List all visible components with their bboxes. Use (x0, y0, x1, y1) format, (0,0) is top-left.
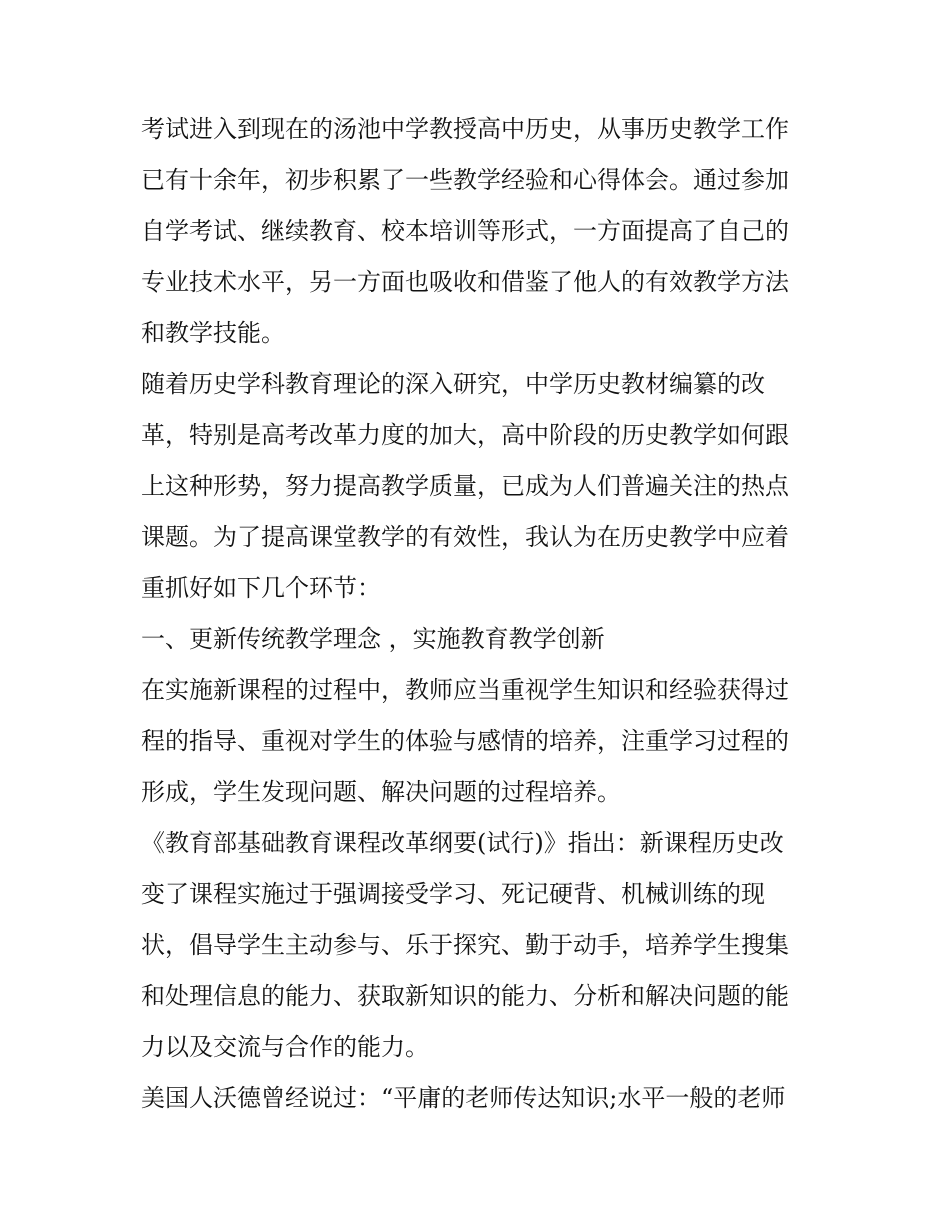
text-line: 考试进入到现在的汤池中学教授高中历史，从事历史教学工作 (141, 115, 789, 143)
text-line: 力以及交流与合作的能力。 (141, 1033, 429, 1061)
text-line: 《教育部基础教育课程改革纲要(试行)》指出：新课程历史改 (141, 829, 784, 857)
document-body (141, 104, 813, 1124)
text-line: 状，倡导学生主动参与、乐于探究、勤于动手，培养学生搜集 (141, 931, 789, 959)
text-line: 变了课程实施过于强调接受学习、死记硬背、机械训练的现 (141, 880, 765, 908)
text-line: 自学考试、继续教育、校本培训等形式，一方面提高了自己的 (141, 217, 789, 245)
text-line: 革，特别是高考改革力度的加大，高中阶段的历史教学如何跟 (141, 421, 789, 449)
text-line: 程的指导、重视对学生的体验与感情的培养，注重学习过程的 (141, 727, 789, 755)
text-line: 随着历史学科教育理论的深入研究，中学历史教材编纂的改 (141, 370, 765, 398)
text-line: 形成，学生发现问题、解决问题的过程培养。 (141, 778, 621, 806)
paragraph-outline-quote (141, 818, 813, 1073)
text-line: 重抓好如下几个环节： (141, 574, 381, 602)
text-line: 已有十余年，初步积累了一些教学经验和心得体会。通过参加 (141, 166, 789, 194)
heading-line: 一、更新传统教学理念 ，实施教育教学创新 (141, 625, 605, 653)
text-line: 和教学技能。 (141, 319, 285, 347)
section-heading (141, 614, 813, 665)
text-line: 上这种形势，努力提高教学质量，已成为人们普遍关注的热点 (141, 472, 789, 500)
text-line: 在实施新课程的过程中，教师应当重视学生知识和经验获得过 (141, 676, 789, 704)
paragraph-ward-quote (141, 1073, 813, 1124)
text-line: 课题。为了提高课堂教学的有效性，我认为在历史教学中应着 (141, 523, 789, 551)
paragraph-new-curriculum (141, 665, 813, 818)
paragraph-context (141, 359, 813, 614)
text-line: 美国人沃德曾经说过：“平庸的老师传达知识;水平一般的老师 (141, 1084, 786, 1112)
paragraph-intro (141, 104, 813, 359)
text-line: 专业技术水平，另一方面也吸收和借鉴了他人的有效教学方法 (141, 268, 789, 296)
text-line: 和处理信息的能力、获取新知识的能力、分析和解决问题的能 (141, 982, 789, 1010)
